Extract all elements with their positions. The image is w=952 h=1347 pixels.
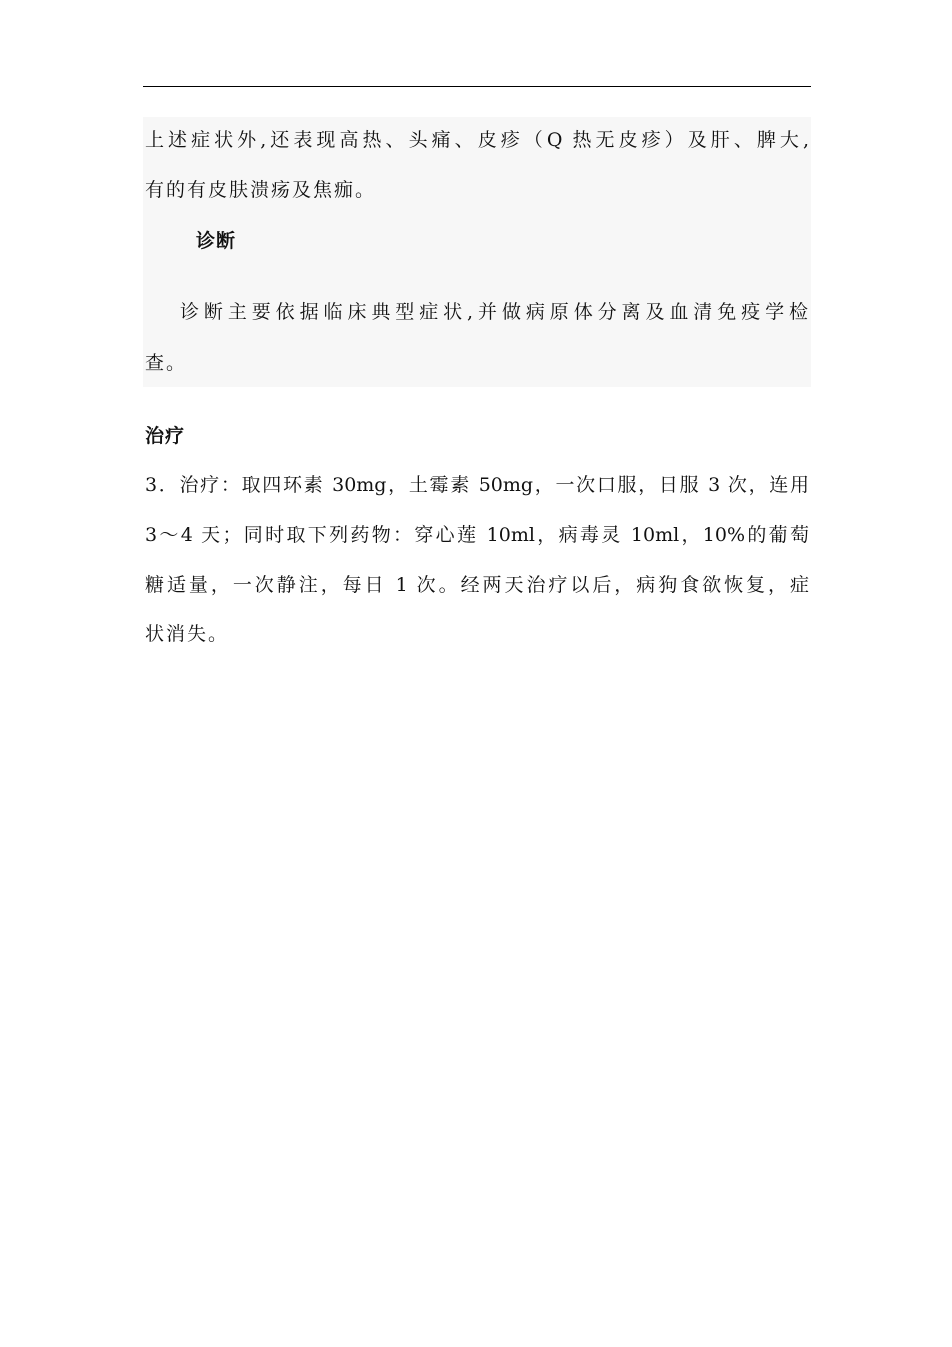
symptoms-line-2: 有的有皮肤溃疡及焦痂。 [145,179,377,201]
diagnosis-line-2: 查。 [145,352,188,374]
shaded-text-block [143,117,811,387]
treatment-line-4: 状消失。 [145,623,230,645]
diagnosis-heading: 诊断 [196,230,237,252]
header-rule [143,86,811,87]
treatment-heading: 治疗 [145,425,186,447]
symptoms-line-1: 上述症状外,还表现高热、头痛、皮疹（Q 热无皮疹）及肝、脾大, [145,129,809,151]
treatment-line-3: 糖适量，一次静注，每日 1 次。经两天治疗以后，病狗食欲恢复，症 [145,574,809,596]
treatment-line-2: 3～4 天；同时取下列药物：穿心莲 10ml，病毒灵 10ml，10%的葡萄 [145,524,809,546]
treatment-line-1: 3．治疗：取四环素 30mg，土霉素 50mg，一次口服，日服 3 次，连用 [145,474,809,496]
diagnosis-line-1: 诊断主要依据临床典型症状,并做病原体分离及血清免疫学检 [180,301,808,323]
